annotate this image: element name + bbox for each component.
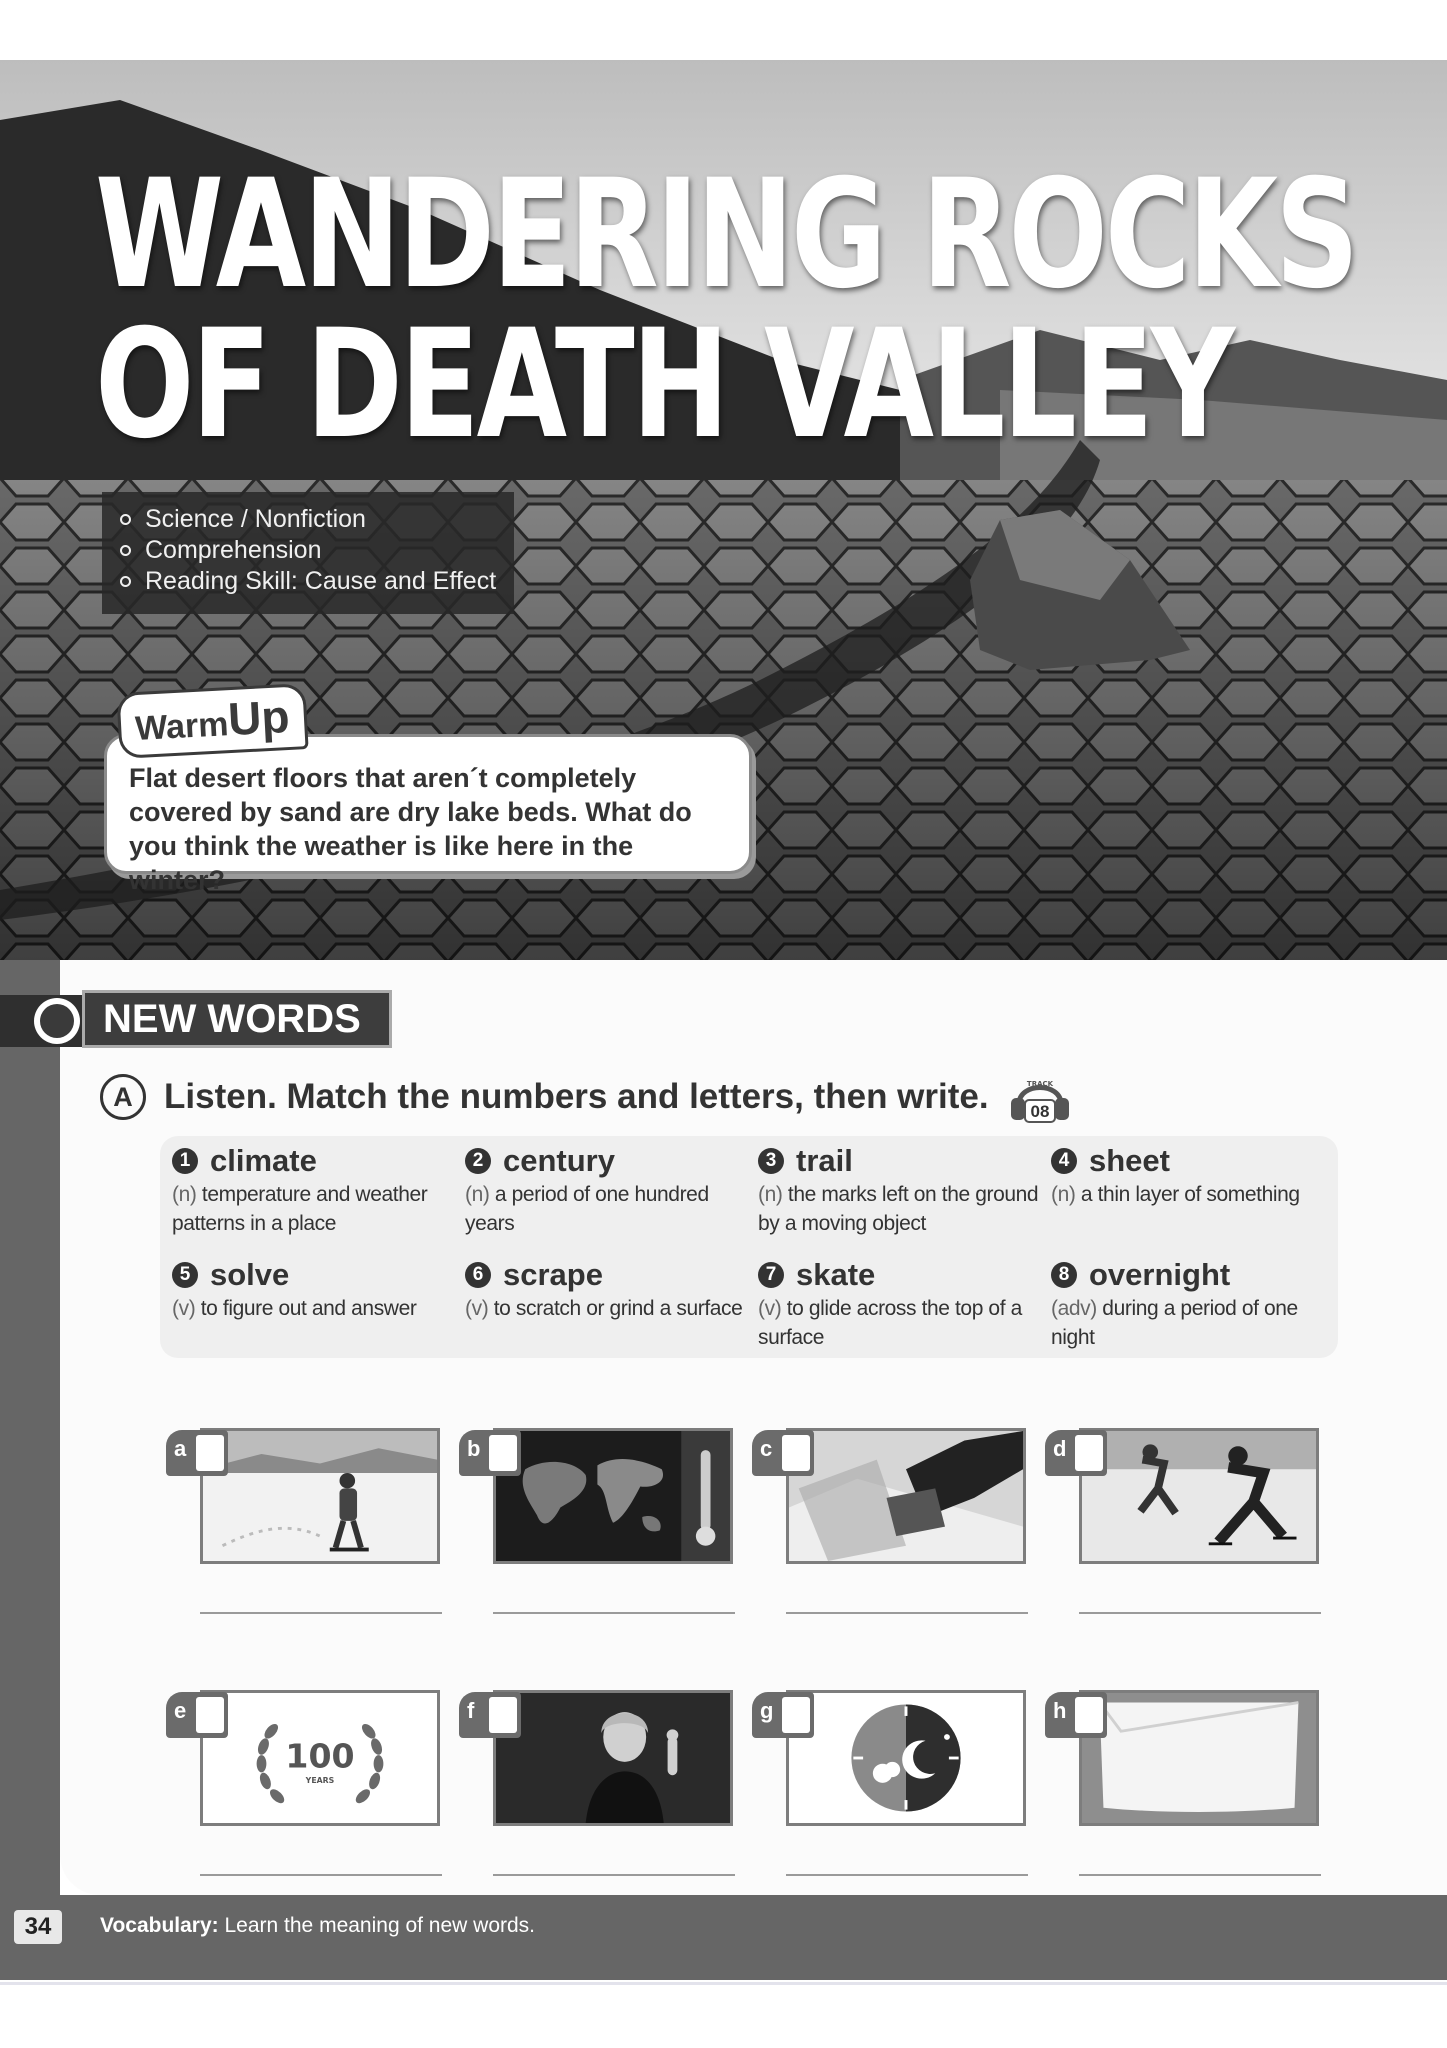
page-number: 34 xyxy=(14,1910,62,1944)
picture-c xyxy=(786,1428,1026,1564)
picture-letter: a xyxy=(174,1436,187,1461)
write-line-g[interactable] xyxy=(786,1874,1028,1876)
title-line-2: OF DEATH VALLEY xyxy=(95,298,1233,472)
write-line-h[interactable] xyxy=(1079,1874,1321,1876)
tag-item xyxy=(120,535,514,566)
word-term: trail xyxy=(796,1143,853,1178)
word-term: solve xyxy=(210,1257,290,1292)
picture-label-h xyxy=(1045,1692,1107,1738)
footer-text: Learn the meaning of new words. xyxy=(224,1914,536,1937)
bottom-divider xyxy=(0,1982,1447,1985)
picture-f xyxy=(493,1690,733,1826)
write-line-b[interactable] xyxy=(493,1612,735,1614)
write-line-f[interactable] xyxy=(493,1874,735,1876)
answer-box[interactable] xyxy=(782,1697,810,1733)
word-item-scrape xyxy=(465,1256,755,1323)
page-title xyxy=(95,148,1357,472)
part-of-speech: (v) xyxy=(172,1297,196,1320)
word-list xyxy=(160,1136,1338,1358)
track-number: 08 xyxy=(1030,1102,1050,1121)
word-definition: temperature and weather patterns in a place xyxy=(172,1183,428,1235)
word-definition: to figure out and answer xyxy=(200,1297,417,1320)
title-line-1: WANDERING ROCKS xyxy=(95,148,1357,322)
word-term: century xyxy=(503,1143,615,1178)
picture-h xyxy=(1079,1690,1319,1826)
write-line-e[interactable] xyxy=(200,1874,442,1876)
day-night-clock-image xyxy=(789,1693,1023,1823)
word-term: overnight xyxy=(1089,1257,1231,1292)
number-badge: 3 xyxy=(758,1148,784,1174)
write-line-d[interactable] xyxy=(1079,1612,1321,1614)
picture-label-d xyxy=(1045,1430,1107,1476)
ice-scraper-image xyxy=(789,1431,1023,1561)
tag-label: Science / Nonfiction xyxy=(145,505,366,533)
number-badge: 2 xyxy=(465,1148,491,1174)
picture-letter: d xyxy=(1053,1436,1067,1461)
picture-letter: e xyxy=(174,1698,187,1723)
number-badge: 7 xyxy=(758,1262,784,1288)
word-term: scrape xyxy=(503,1257,603,1292)
answer-box[interactable] xyxy=(489,1435,517,1471)
word-item-overnight xyxy=(1051,1256,1341,1352)
word-term: climate xyxy=(210,1143,317,1178)
tag-item xyxy=(120,504,514,535)
part-of-speech: (n) xyxy=(172,1183,197,1206)
word-definition: to glide across the top of a surface xyxy=(758,1297,1022,1349)
answer-box[interactable] xyxy=(782,1435,810,1471)
word-definition: a thin layer of something xyxy=(1080,1183,1300,1206)
part-of-speech: (n) xyxy=(465,1183,490,1206)
part-of-speech: (n) xyxy=(758,1183,783,1206)
activity-marker: A xyxy=(100,1074,146,1120)
activity-instruction xyxy=(100,1070,1073,1124)
warm-up-label-warm: Warm xyxy=(134,705,230,749)
instruction-text: Listen. Match the numbers and letters, then write. xyxy=(164,1077,989,1116)
word-item-sheet xyxy=(1051,1142,1341,1209)
warm-up-label-up: Up xyxy=(226,689,291,746)
answer-box[interactable] xyxy=(489,1697,517,1733)
white-sheet-image xyxy=(1082,1693,1316,1823)
answer-box[interactable] xyxy=(1075,1435,1103,1471)
part-of-speech: (v) xyxy=(758,1297,782,1320)
word-item-century xyxy=(465,1142,755,1238)
picture-letter: h xyxy=(1053,1698,1067,1723)
footer-note xyxy=(100,1911,535,1941)
number-badge: 6 xyxy=(465,1262,491,1288)
word-term: skate xyxy=(796,1257,876,1292)
picture-letter: f xyxy=(467,1698,475,1723)
word-item-skate xyxy=(758,1256,1048,1352)
audio-track-icon[interactable] xyxy=(1007,1070,1073,1124)
bullet-icon xyxy=(120,576,131,587)
bullet-icon xyxy=(120,514,131,525)
tag-label: Reading Skill: Cause and Effect xyxy=(145,567,497,595)
write-line-c[interactable] xyxy=(786,1612,1028,1614)
word-term: sheet xyxy=(1089,1143,1170,1178)
picture-d xyxy=(1079,1428,1319,1564)
part-of-speech: (n) xyxy=(1051,1183,1076,1206)
picture-label-f xyxy=(459,1692,521,1738)
word-definition: a period of one hundred years xyxy=(465,1183,709,1235)
badge-word: YEARS xyxy=(305,1775,335,1785)
picture-letter: b xyxy=(467,1436,481,1461)
number-badge: 1 xyxy=(172,1148,198,1174)
woman-idea-image xyxy=(496,1693,730,1823)
picture-label-g xyxy=(752,1692,814,1738)
picture-letter: g xyxy=(760,1698,774,1723)
word-definition: to scratch or grind a surface xyxy=(493,1297,743,1320)
track-label: TRACK xyxy=(1026,1080,1053,1088)
speed-skaters-image xyxy=(1082,1431,1316,1561)
warm-up-question: Flat desert floors that aren´t completely covered by sand are dry lake beds. What do you think the weather is like here in the winter? xyxy=(104,734,752,874)
tag-label: Comprehension xyxy=(145,536,322,564)
write-line-a[interactable] xyxy=(200,1612,442,1614)
warm-up-label xyxy=(116,683,308,759)
answer-box[interactable] xyxy=(196,1435,224,1471)
part-of-speech: (adv) xyxy=(1051,1297,1097,1320)
picture-letter: c xyxy=(760,1436,773,1461)
number-badge: 4 xyxy=(1051,1148,1077,1174)
tag-item xyxy=(120,566,514,597)
picture-label-c xyxy=(752,1430,814,1476)
section-title: NEW WORDS xyxy=(82,990,392,1048)
word-item-climate xyxy=(172,1142,462,1238)
world-map-thermometer-image xyxy=(496,1431,730,1561)
laurel-100-years-image xyxy=(203,1693,437,1823)
picture-label-b xyxy=(459,1430,521,1476)
answer-box[interactable] xyxy=(1075,1697,1103,1733)
snow-hiker-image xyxy=(203,1431,437,1561)
footer-label: Vocabulary: xyxy=(100,1914,219,1937)
section-circle-icon xyxy=(34,998,80,1044)
number-badge: 5 xyxy=(172,1262,198,1288)
answer-box[interactable] xyxy=(196,1697,224,1733)
picture-b xyxy=(493,1428,733,1564)
topic-tags xyxy=(102,492,514,614)
left-margin-bar xyxy=(0,960,60,1980)
picture-label-e xyxy=(166,1692,228,1738)
picture-g xyxy=(786,1690,1026,1826)
picture-e xyxy=(200,1690,440,1826)
part-of-speech: (v) xyxy=(465,1297,489,1320)
word-item-trail xyxy=(758,1142,1048,1238)
bullet-icon xyxy=(120,545,131,556)
word-item-solve xyxy=(172,1256,462,1323)
word-definition: during a period of one night xyxy=(1051,1297,1298,1349)
picture-label-a xyxy=(166,1430,228,1476)
badge-number: 100 xyxy=(285,1737,355,1776)
word-definition: the marks left on the ground by a moving object xyxy=(758,1183,1039,1235)
picture-a xyxy=(200,1428,440,1564)
number-badge: 8 xyxy=(1051,1262,1077,1288)
